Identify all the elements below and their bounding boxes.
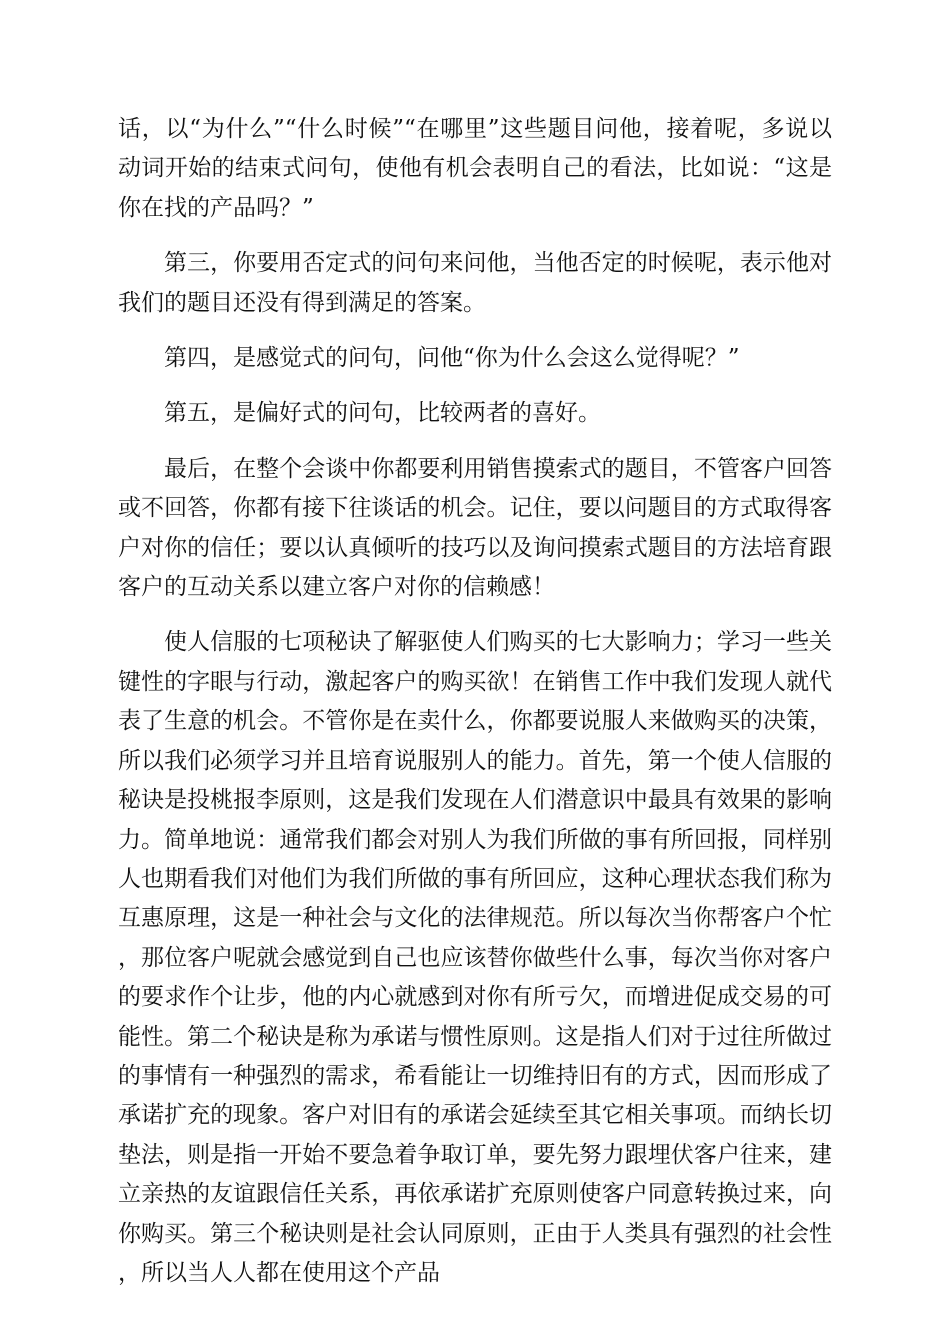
paragraph-continuation: 话，以“为什么”“什么时候”“在哪里”这些题目问他，接着呢，多说以动词开始的结束式问句，使他有机会表明自己的看法，比如说：“这是你在找的产品吗？”	[118, 116, 832, 221]
paragraph-third-question: 第三，你要用否定式的问句来问他，当他否定的时候呢，表示他对我们的题目还没有得到满足的答案。	[118, 250, 832, 316]
paragraph-conclusion: 最后，在整个会谈中你都要利用销售摸索式的题目，不管客户回答或不回答，你都有接下往谈话的机会。记住，要以问题目的方式取得客户对你的信任；要以认真倾听的技巧以及询问摸索式题目的方法培育跟客户的互动关系以建立客户对你的信赖感！	[118, 455, 832, 601]
paragraph-persuasion-secrets: 使人信服的七项秘诀了解驱使人们购买的七大影响力；学习一些关键性的字眼与行动，激起客户的购买欲！在销售工作中我们发现人就代表了生意的机会。不管你是在卖什么，你都要说服人来做购买的决策，所以我们必须学习并且培育说服别人的能力。首先，第一个使人信服的秘诀是投桃报李原则，这是我们发现在人们潜意识中最具有效果的影响力。简单地说：通常我们都会对别人为我们所做的事有所回报，同样别人也期看我们对他们为我们所做的事有所回应，这种心理状态我们称为互惠原理，这是一种社会与文化的法律规范。所以每次当你帮客户个忙，那位客户呢就会感觉到自己也应该替你做些什么事，每次当你对客户的要求作个让步，他的内心就感到对你有所亏欠，而增进促成交易的可能性。第二个秘诀是称为承诺与惯性原则。这是指人们对于过往所做过的事情有一种强烈的需求，希看能让一切维持旧有的方式，因而形成了承诺扩充的现象。客户对旧有的承诺会延续至其它相关事项。而纳长切垫法，则是指一开始不要急着争取订单，要先努力跟埋伏客户往来，建立亲热的友谊跟信任关系，再依承诺扩充原则使客户同意转换过来，向你购买。第三个秘诀则是社会认同原则，正由于人类具有强烈的社会性，所以当人人都在使用这个产品	[118, 629, 832, 1286]
document-body	[118, 110, 832, 1293]
paragraph-fourth-question: 第四，是感觉式的问句，问他“你为什么会这么觉得呢？”	[164, 345, 740, 372]
paragraph-fifth-question: 第五，是偏好式的问句，比较两者的喜好。	[164, 400, 601, 427]
